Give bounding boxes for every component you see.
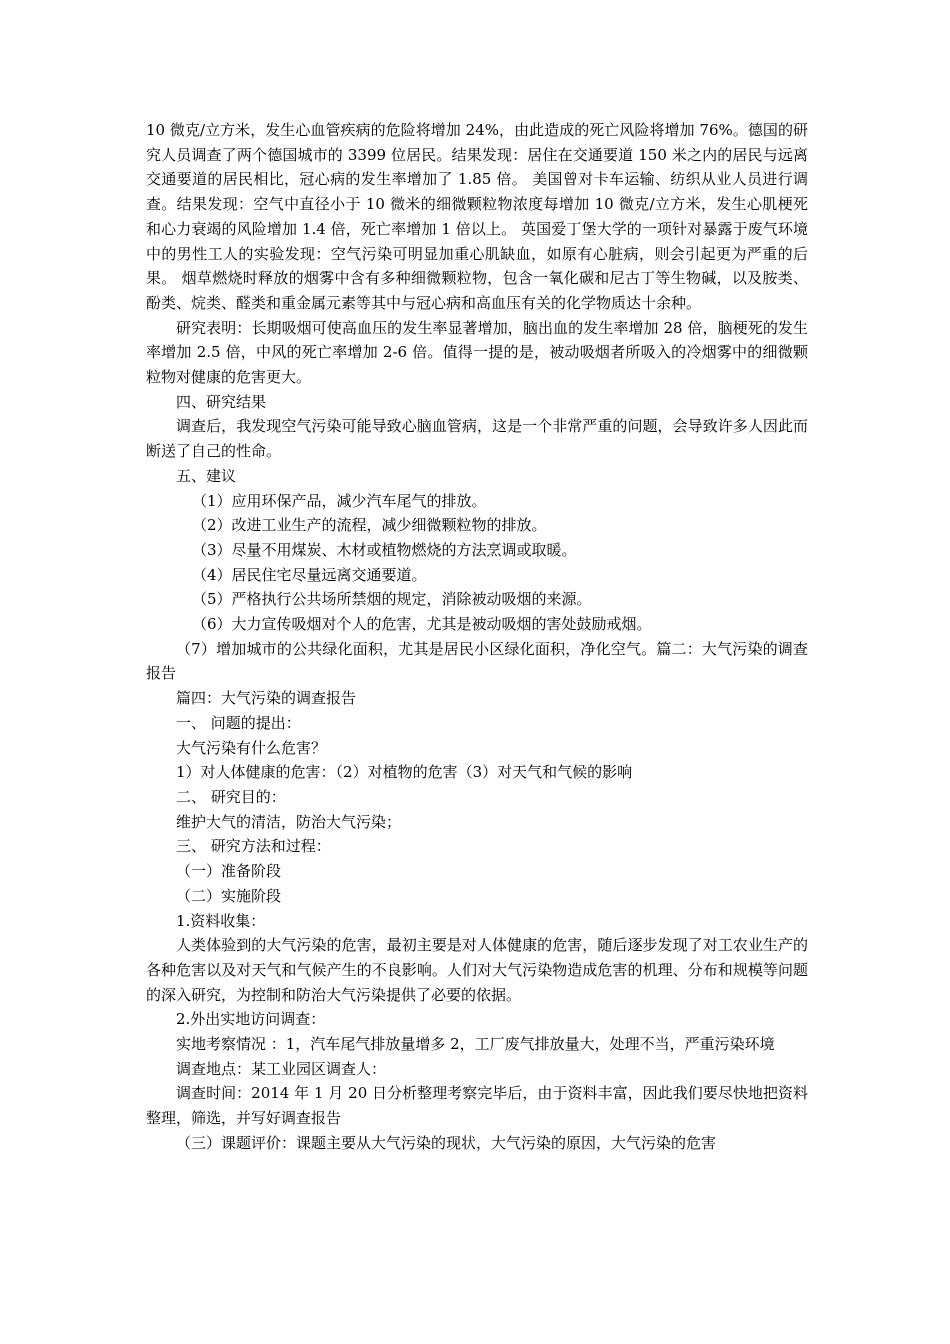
- heading-research-method: 三、 研究方法和过程：: [176, 837, 331, 856]
- suggestion-item-2: （2）改进工业生产的流程，减少细微颗粒物的排放。: [192, 516, 547, 535]
- paragraph-purpose: 维护大气的清洁，防治大气污染；: [176, 812, 402, 831]
- heading-part-four: 篇四：大气污染的调查报告: [176, 689, 357, 708]
- heading-data-collection: 1.资料收集：: [176, 911, 266, 930]
- heading-problem-raised: 一、 问题的提出：: [176, 713, 301, 732]
- heading-implementation-stage: （二）实施阶段: [176, 886, 282, 905]
- paragraph-harm-list: 1）对人体健康的危害：（2）对植物的危害（3）对天气和气候的影响: [176, 763, 633, 782]
- heading-preparation-stage: （一）准备阶段: [176, 862, 282, 881]
- suggestion-item-3: （3）尽量不用煤炭、木材或植物燃烧的方法烹调或取暖。: [192, 540, 577, 559]
- paragraph-smoking-research: 研究表明：长期吸烟可使高血压的发生率显著增加，脑出血的发生率增加 28 倍，脑梗死的发生率增加 2.5 倍，中风的死亡率增加 2-6 倍。值得一提的是，被动吸烟者所吸入的冷烟雾中的细微颗粒物对健康的危害更大。: [146, 318, 808, 387]
- paragraph-data-collection: 人类体验到的大气污染的危害，最初主要是对人体健康的危害，随后逐步发现了对工农业生产的各种危害以及对天气和气候产生的不良影响。人们对大气污染物造成危害的机理、分布和规模等问题的深入研究，为控制和防治大气污染提供了必要的依据。: [146, 936, 808, 1004]
- document-page: [146, 118, 808, 1156]
- paragraph-survey-location: 调查地点：某工业园区调查人：: [176, 1059, 387, 1078]
- heading-research-purpose: 二、 研究目的：: [176, 787, 286, 806]
- paragraph-field-findings: 实地考察情况 ：1，汽车尾气排放量增多 2，工厂废气排放量大，处理不当，严重污染环境: [176, 1035, 775, 1054]
- suggestion-item-1: （1）应用环保产品，减少汽车尾气的排放。: [192, 491, 487, 510]
- paragraph-question: 大气污染有什么危害？: [176, 738, 327, 757]
- paragraph-survey-time: 调查时间：2014 年 1 月 20 日分析整理考察完毕后，由于资料丰富，因此我们要尽快地把资料整理，筛选，并写好调查报告: [146, 1084, 808, 1128]
- suggestion-item-5: （5）严格执行公共场所禁烟的规定，消除被动吸烟的来源。: [192, 590, 592, 609]
- paragraph-health-research: 10 微克/立方米，发生心血管疾病的危险将增加 24%，由此造成的死亡风险将增加 76%。德国的研究人员调查了两个德国城市的 3399 位居民。结果发现：居住在交通要道 150 米之内的居民与远离交通要道的居民相比，冠心病的发生率增加了 1.85 倍。 美国曾对卡车运输、纺织从业人员进行调查。结果发现：空气中直径小于 10 微米的细微颗粒物浓度每增加 10 微克/立方米，发生心肌梗死和心力衰竭的风险增加 1.4 倍，死亡率增加 1 倍以上。 英国爱丁堡大学的一项针对暴露于废气环境中的男性工人的实验发现：空气污染可明显加重心肌缺血，如原有心脏病，则会引起更为严重的后果。 烟草燃烧时释放的烟雾中含有多种细微颗粒物，包含一氧化碳和尼古丁等生物碱，以及胺类、酚类、烷类、醛类和重金属元素等其中与冠心病和高血压有关的化学物质达十余种。: [146, 121, 808, 312]
- heading-research-results: 四、研究结果: [176, 392, 267, 411]
- suggestion-item-4: （4）居民住宅尽量远离交通要道。: [192, 565, 427, 584]
- suggestion-item-7: （7）增加城市的公共绿化面积，尤其是居民小区绿化面积，净化空气。篇二：大气污染的调查报告: [146, 639, 808, 683]
- suggestion-item-6: （6）大力宣传吸烟对个人的危害，尤其是被动吸烟的害处鼓励戒烟。: [192, 615, 652, 634]
- paragraph-topic-evaluation: （三）课题评价：课题主要从大气污染的现状，大气污染的原因，大气污染的危害: [176, 1133, 717, 1152]
- heading-field-survey: 2.外出实地访问调查：: [176, 1010, 326, 1029]
- heading-suggestions: 五、建议: [176, 466, 237, 485]
- paragraph-results: 调查后，我发现空气污染可能导致心脑血管病，这是一个非常严重的问题，会导致许多人因此而断送了自己的性命。: [146, 417, 808, 461]
